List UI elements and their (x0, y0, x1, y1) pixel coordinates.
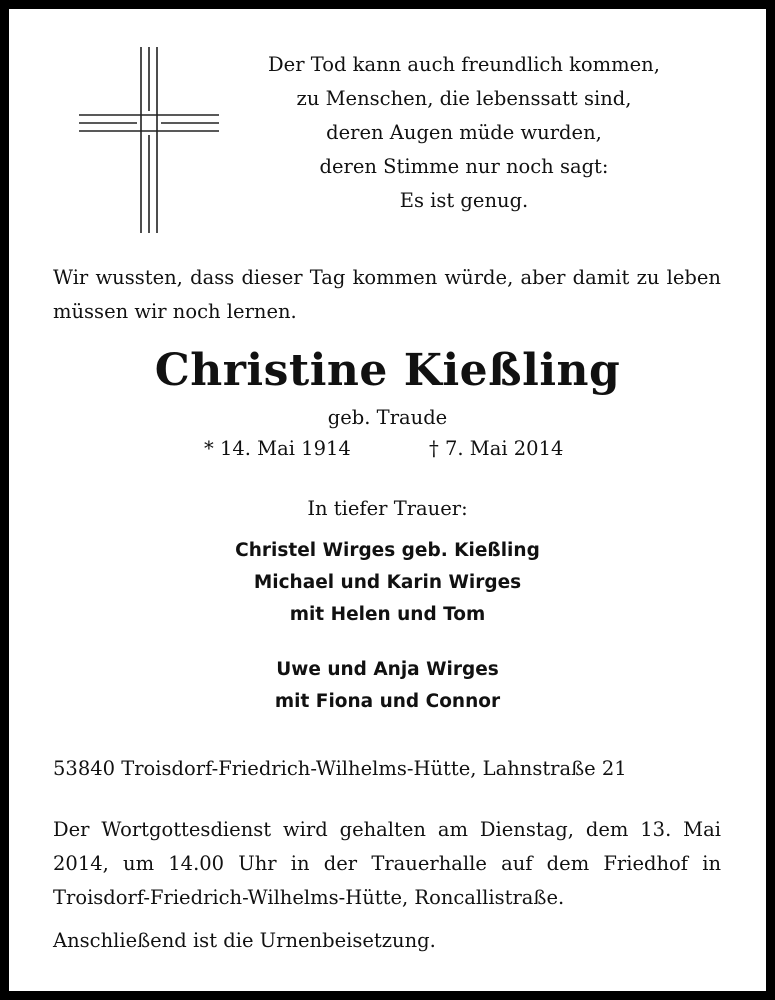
mourner-line: Michael und Karin Wirges (253, 572, 522, 593)
poem-line: Es ist genug. (399, 189, 529, 212)
poem (239, 48, 689, 218)
poem-line: deren Augen müde wurden, (326, 121, 602, 144)
mourner-line: mit Fiona und Connor (274, 691, 501, 712)
deceased-name: Christine Kießling (154, 345, 621, 396)
obituary-notice (9, 9, 766, 991)
poem-line: zu Menschen, die lebenssatt sind, (296, 87, 632, 110)
maiden-name: geb. Traude (327, 406, 448, 429)
birth-date: * 14. Mai 1914 (204, 437, 351, 460)
address: 53840 Troisdorf-Friedrich-Wilhelms-Hütte, Lahnstraße 21 (53, 757, 627, 780)
mourner-line: Christel Wirges geb. Kießling (235, 540, 540, 561)
death-date: † 7. Mai 2014 (429, 437, 564, 460)
mourning-heading: In tiefer Trauer: (307, 497, 468, 520)
mourner-line: mit Helen und Tom (289, 604, 486, 625)
cross-icon (69, 45, 229, 235)
mourner-line: Uwe und Anja Wirges (276, 659, 499, 680)
service-text: Der Wortgottesdienst wird gehalten am Dienstag, dem 13. Mai 2014, um 14.00 Uhr in der Trauerhalle auf dem Friedhof in Troisdorf-Friedrich-Wilhelms-Hütte, Roncallistraße. (53, 818, 721, 909)
intro-text: Wir wussten, dass dieser Tag kommen würde, aber damit zu leben müssen wir noch lernen. (53, 266, 721, 323)
poem-line: deren Stimme nur noch sagt: (319, 155, 609, 178)
closing-text: Anschließend ist die Urnenbeisetzung. (53, 929, 436, 952)
poem-line: Der Tod kann auch freundlich kommen, (268, 53, 660, 76)
